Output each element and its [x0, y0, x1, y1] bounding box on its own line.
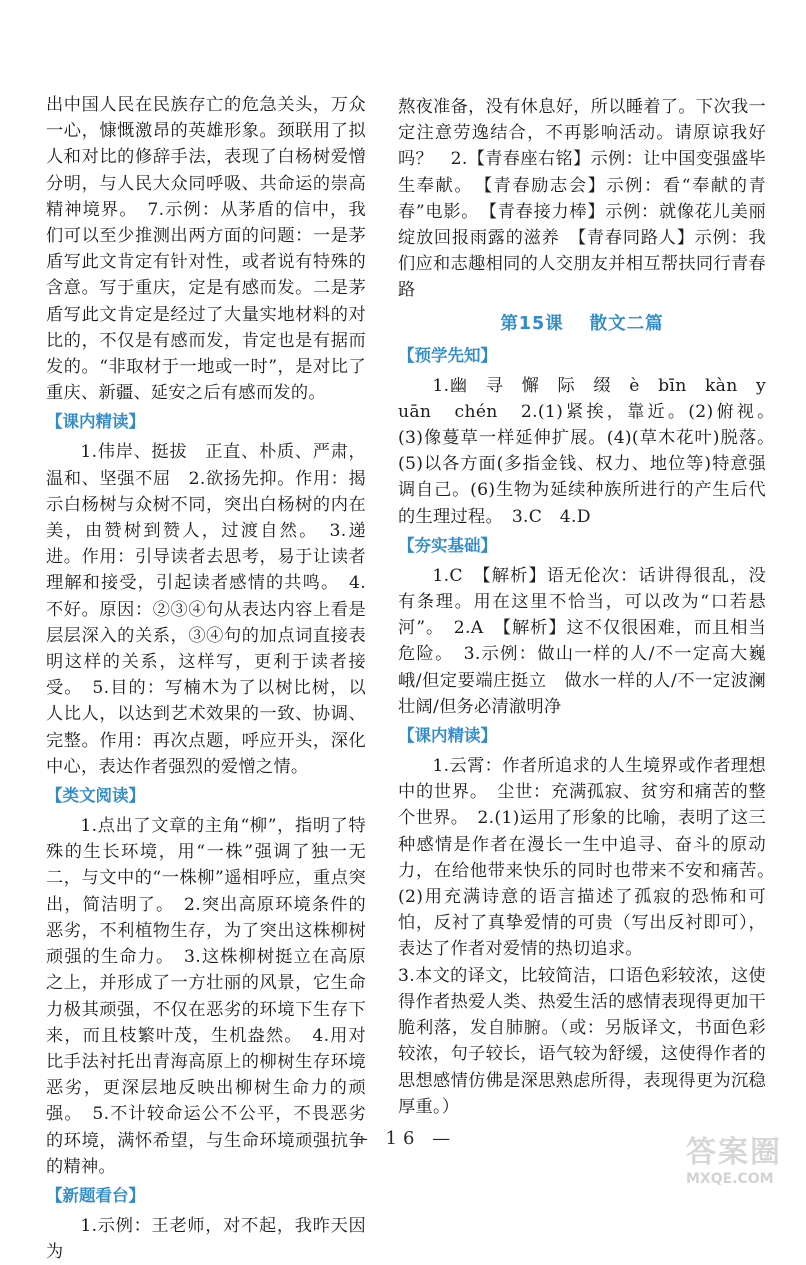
lesson-title [398, 308, 766, 340]
left-column [46, 92, 366, 1265]
right-column [398, 94, 784, 1120]
right-paragraph-continuation: 熬夜准备，没有休息好，所以睡着了。下次我一定注意劳逸结合，不再影响活动。请原谅我好吗？ 2.【青春座右铭】示例：让中国变强盛毕生奉献。 【青春励志会】示例：看“奉献的青春”电影。 【青春接力棒】示例：就像花儿美丽绽放回报雨露的滋养 【青春同路人】示例：我们应和志趣相同的人交朋友并相互帮扶同行青春路 [398, 97, 766, 301]
section-heading-hangshi-jichu: 【夯实基础】 [398, 535, 497, 555]
left-paragraph-continuation: 出中国人民在民族存亡的危急关头，万众一心，慷慨激昂的英雄形象。颈联用了拟人和对比的修辞手法，表现了白杨树爱憎分明，与人民大众同呼吸、共命运的崇高精神境界。 7.示例：从茅盾的信中，我们可以至少推测出两方面的问题：一是茅盾写此文肯定有针对性，或者说有特殊的含意。写于重庆，定是有感而发。二是茅盾写此文肯定是经过了大量实地材料的对比的，不仅是有感而发，肯定也是有据而发的。“非取材于一地或一时”，是对比了重庆、新疆、延安之后有感而发的。 [46, 95, 366, 404]
page-number: — 16 — [349, 1128, 457, 1149]
section-heading-xinti-kantai: 【新题看台】 [46, 1185, 145, 1205]
right-paragraph-translation-answer: 3.本文的译文，比较简洁，口语色彩较浓，这使得作者热爱人类、热爱生活的感情表现得更加干脆利落，发自肺腑。（或：另版译文，书面色彩较浓，句子较长，语气较为舒缓，这使得作者的思想感情仿佛是深思熟虑所得，表现得更为沉稳厚重。） [398, 965, 766, 1117]
right-paragraph-yuxue-answers: 1.幽 寻 懈 际 缀 è bīn kàn yuān chén 2.(1)紧挨，靠近。(2)俯视。 (3)像蔓草一样延伸扩展。(4)(草木花叶)脱落。 (5)以各方面(多指金钱、权力、地位等)特意强调自己。(6)生物为延续种族所进行的产生后代的生理过程。 3.C 4.D [398, 375, 784, 527]
section-heading-kenei-jingdu-2: 【课内精读】 [398, 726, 497, 746]
lesson-label: 第15课 [500, 313, 564, 334]
section-heading-leiwen-yuedu: 【类文阅读】 [46, 786, 145, 806]
watermark-top-text: 答案圈 [686, 1135, 782, 1170]
left-paragraph-kenei-answers: 1.伟岸、挺拔 正直、朴质、严肃，温和、坚强不屈 2.欲扬先抑。作用：揭示白杨树与众树不同，突出白杨树的内在美，由赞树到赞人，过渡自然。 3.递进。作用：引导读者去思考，易于让读者理解和接受，引起读者感情的共鸣。 4.不好。原因：②③④句从表达内容上看是层层深入的关系，③④句的加点词直接表明这样的关系，这样写，更利于读者接受。 5.目的：写楠木为了以树比树，以人比人，以达到艺术效果的一致、协调、完整。作用：再次点题，呼应开头，深化中心，表达作者强烈的爱憎之情。 [46, 442, 366, 777]
right-paragraph-hangshi-answers: 1.C 【解析】语无伦次：话讲得很乱，没有条理。用在这里不恰当，可以改为“口若悬河”。 2.A 【解析】这不仅很困难，而且相当危险。 3.示例：做山一样的人/不一定高大巍峨/但定要端庄挺立 做水一样的人/不一定波澜壮阔/但务必清澈明净 [398, 565, 766, 717]
left-paragraph-leiwen-answers: 1.点出了文章的主角“柳”，指明了特殊的生长环境，用“一株”强调了独一无二，与文中的“一株柳”遥相呼应，重点突出，简洁明了。 2.突出高原环境条件的恶劣，不利植物生存，为了突出这株柳树顽强的生命力。 3.这株柳树挺立在高原之上，并形成了一方壮丽的风景，它生命力极其顽强，不仅在恶劣的环境下生存下来，而且枝繁叶茂，生机盎然。 4.用对比手法衬托出青海高原上的柳树生存环境恶劣，更深层地反映出柳树生命力的顽强。 5.不计较命运公不公平，不畏恶劣的环境，满怀希望，与生命环境顽强抗争的精神。 [46, 816, 366, 1177]
lesson-name: 散文二篇 [589, 313, 664, 334]
section-heading-yuxue-xianzhi: 【预学先知】 [398, 345, 497, 365]
watermark-bottom-text: MXQE.COM [686, 1171, 774, 1187]
section-heading-kenei-jingdu: 【课内精读】 [46, 412, 145, 432]
right-paragraph-kenei-answers: 1.云霄：作者所追求的人生境界或作者理想中的世界。 尘世：充满孤寂、贫穷和痛苦的整个世界。 2.(1)运用了形象的比喻，表明了这三种感情是作者在漫长一生中追寻、奋斗的原动力，在给他带来快乐的同时也带来不安和痛苦。 (2)用充满诗意的语言描述了孤寂的恐怖和可怕，反衬了真挚爱情的可贵（写出反衬即可），表达了作者对爱情的热切追求。 [398, 756, 784, 960]
left-paragraph-xinti-answers: 1.示例：王老师，对不起，我昨天因为 [46, 1215, 366, 1263]
watermark-logo [686, 1136, 798, 1194]
